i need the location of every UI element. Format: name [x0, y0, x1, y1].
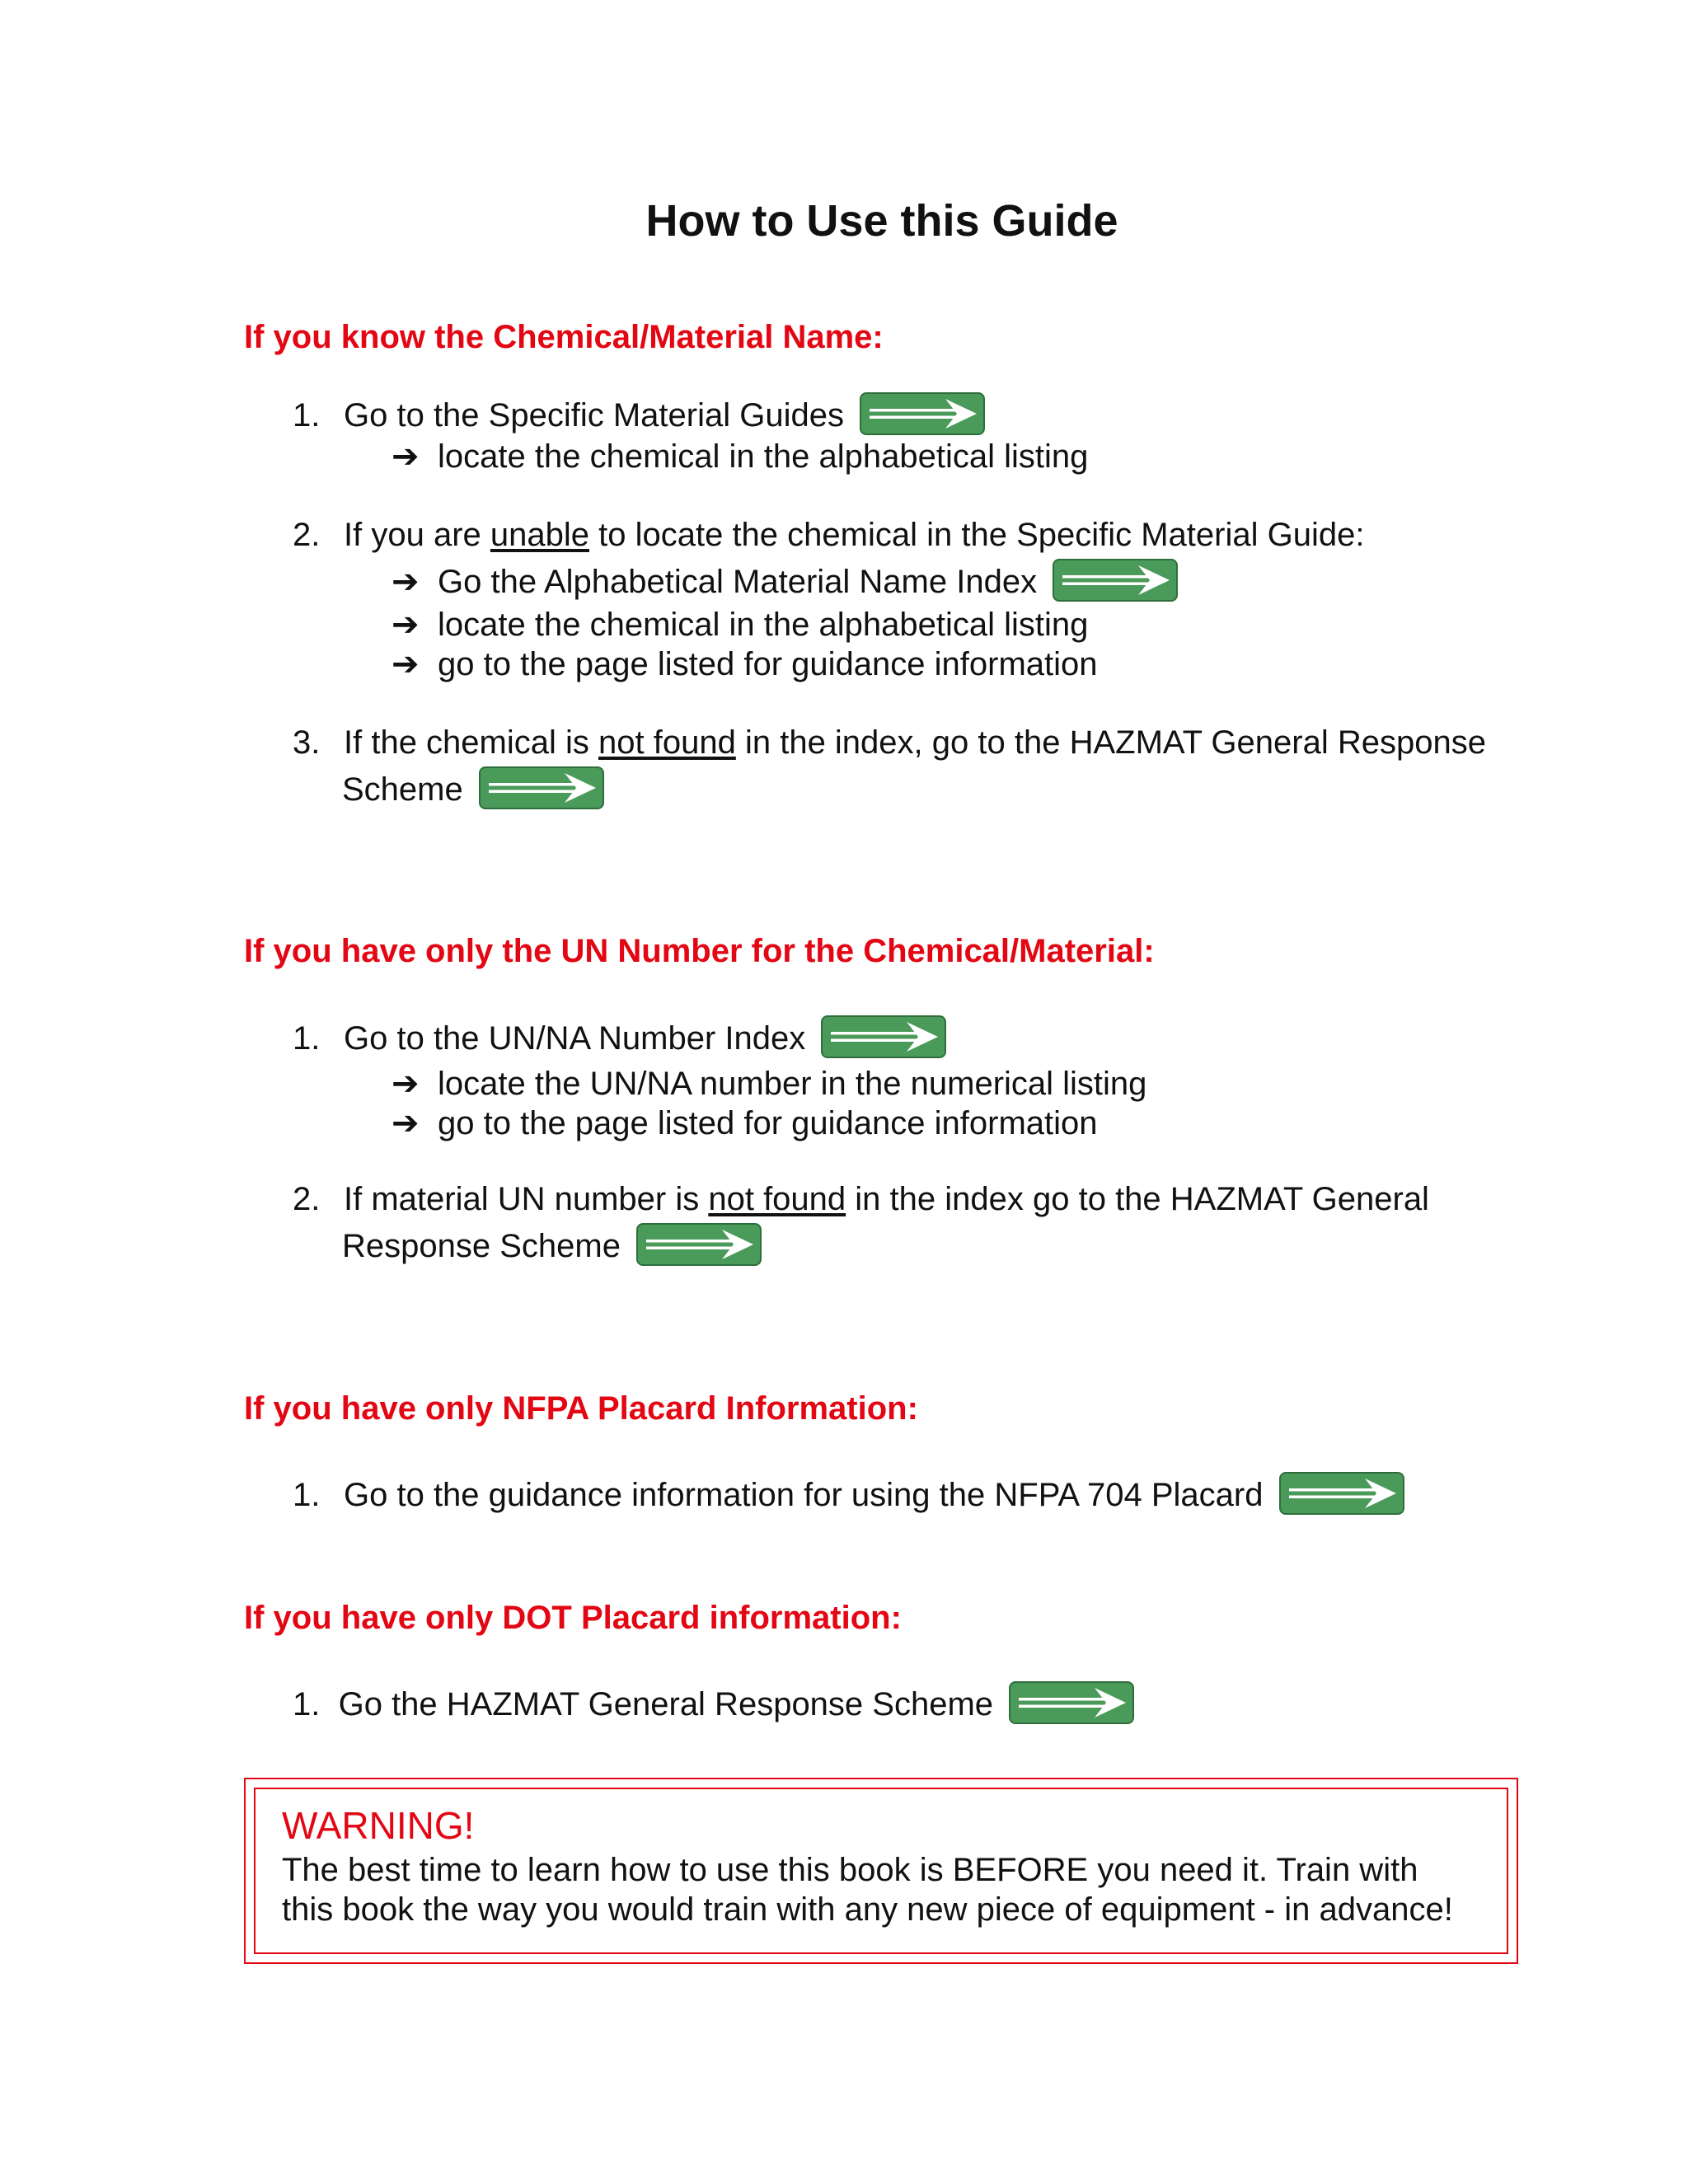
warning-box: [244, 1778, 1518, 1964]
step-not-found-index-cont: Scheme: [342, 770, 604, 809]
right-arrow-icon: [1279, 1472, 1404, 1515]
step-un-na-index: 1. Go to the UN/NA Number Index: [293, 1019, 946, 1058]
arrow-bullet-icon: ➔: [392, 646, 420, 682]
right-arrow-icon: [479, 766, 604, 809]
substep-go-to-page: ➔ go to the page listed for guidance information: [392, 646, 1098, 682]
go-general-response-scheme-button-2[interactable]: [636, 1223, 762, 1266]
step-un-not-found: 2. If material UN number is not found in the index go to the HAZMAT General: [293, 1181, 1429, 1217]
go-alphabetical-index-button[interactable]: [1053, 559, 1178, 602]
step-unable-to-locate: 2. If you are unable to locate the chemical in the Specific Material Guide:: [293, 517, 1365, 553]
right-arrow-icon: [1053, 559, 1178, 602]
section-heading-nfpa: If you have only NFPA Placard Information:: [244, 1390, 918, 1427]
step-specific-material-guides: 1. Go to the Specific Material Guides: [293, 396, 985, 435]
arrow-bullet-icon: ➔: [392, 1066, 420, 1102]
step-nfpa-704: 1. Go to the guidance information for using the NFPA 704 Placard: [293, 1475, 1404, 1515]
step-not-found-index: 3. If the chemical is not found in the index, go to the HAZMAT General Response: [293, 724, 1486, 761]
go-un-na-index-button[interactable]: [821, 1015, 946, 1058]
warning-title: WARNING!: [282, 1804, 475, 1847]
substep-alphabetical-index: ➔ Go the Alphabetical Material Name Index: [392, 562, 1178, 602]
go-specific-material-guides-button[interactable]: [860, 392, 985, 435]
go-nfpa-704-button[interactable]: [1279, 1472, 1404, 1515]
right-arrow-icon: [860, 392, 985, 435]
go-general-response-scheme-button-3[interactable]: [1009, 1681, 1134, 1724]
arrow-bullet-icon: ➔: [392, 438, 420, 475]
arrow-bullet-icon: ➔: [392, 607, 420, 643]
step-dot-general-response: 1. Go the HAZMAT General Response Scheme: [293, 1685, 1134, 1724]
right-arrow-icon: [636, 1223, 762, 1266]
right-arrow-icon: [1009, 1681, 1134, 1724]
warning-text: The best time to learn how to use this book is BEFORE you need it. Train with this book the way you would train with any new piece of equipment - in advance!: [282, 1852, 1453, 1928]
arrow-bullet-icon: ➔: [392, 1105, 420, 1141]
step-un-not-found-cont: Response Scheme: [342, 1226, 762, 1266]
section-heading-material-name: If you know the Chemical/Material Name:: [244, 319, 884, 355]
substep-locate-chemical-2: ➔ locate the chemical in the alphabetical listing: [392, 607, 1089, 643]
arrow-bullet-icon: ➔: [392, 564, 420, 600]
substep-locate-chemical: ➔ locate the chemical in the alphabetical listing: [392, 438, 1089, 475]
section-heading-un-number: If you have only the UN Number for the Chemical/Material:: [244, 933, 1155, 969]
go-general-response-scheme-button[interactable]: [479, 766, 604, 809]
section-heading-dot: If you have only DOT Placard information:: [244, 1600, 902, 1636]
right-arrow-icon: [821, 1015, 946, 1058]
substep-locate-un-number: ➔ locate the UN/NA number in the numerical listing: [392, 1066, 1147, 1102]
substep-go-to-page-un: ➔ go to the page listed for guidance information: [392, 1105, 1098, 1141]
page-title: How to Use this Guide: [645, 196, 1118, 246]
